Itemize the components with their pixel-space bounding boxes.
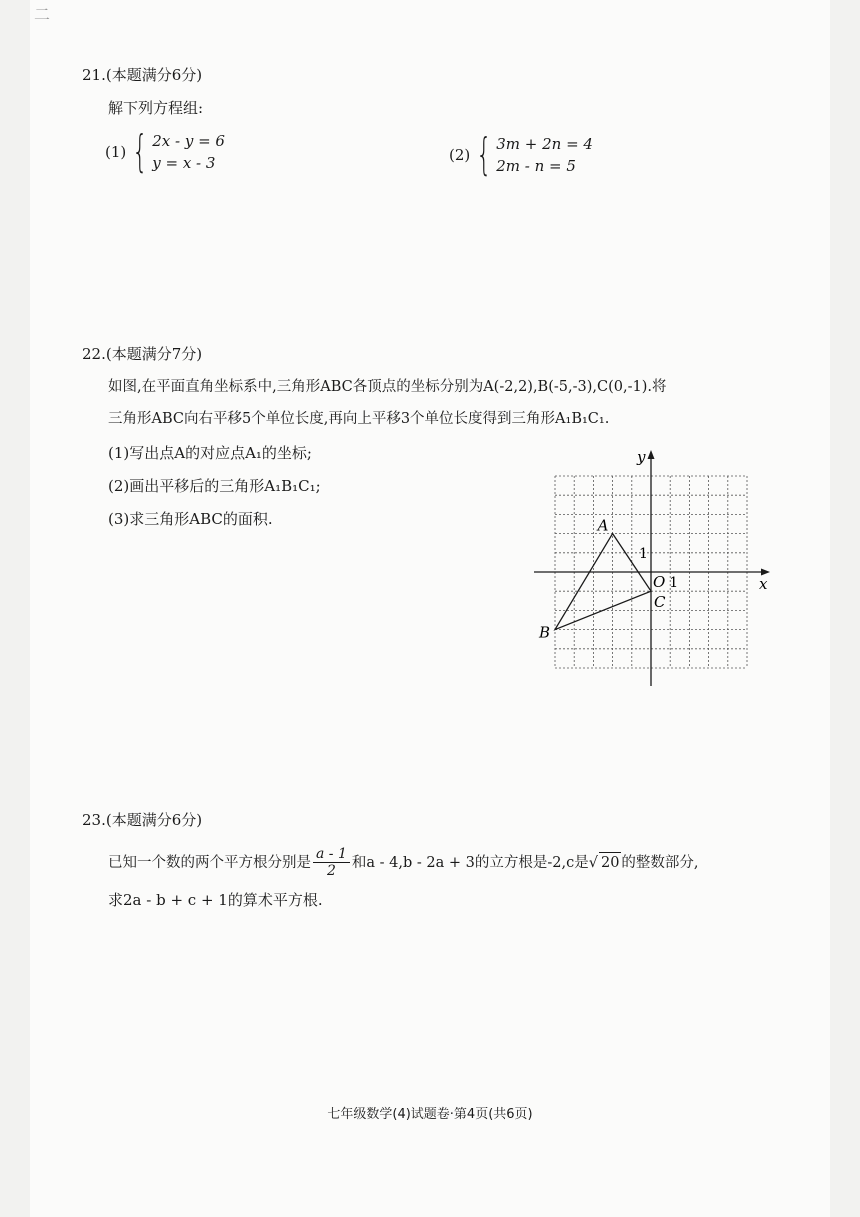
point-b-label: B xyxy=(539,623,551,642)
q23-line2: 求2a - b + c + 1的算术平方根. xyxy=(108,891,323,909)
q21-part1-label: (1) xyxy=(105,143,127,161)
q21-system-1 xyxy=(105,126,225,177)
q22-line1: 如图,在平面直角坐标系中,三角形ABC各顶点的坐标分别为A(-2,2),B(-5,-3),C(0,-1).将 xyxy=(108,379,667,395)
point-a-label: A xyxy=(597,516,609,535)
point-c-label: C xyxy=(654,593,666,612)
y-axis-arrow-icon xyxy=(648,450,655,459)
fraction-denominator: 2 xyxy=(326,863,336,879)
q22-sub1: (1)写出点A的对应点A₁的坐标; xyxy=(108,444,312,462)
q21-system-2 xyxy=(449,129,593,180)
coordinate-grid-figure xyxy=(530,446,780,690)
q23-line1 xyxy=(108,846,699,879)
q22-header: 22.(本题满分7分) xyxy=(82,345,203,363)
q23-text-after: 的整数部分, xyxy=(621,854,699,871)
unit-x-label: 1 xyxy=(669,575,679,591)
q23-text-before: 已知一个数的两个平方根分别是 xyxy=(108,854,311,871)
y-axis-label: y xyxy=(637,448,646,466)
q22-sub2: (2)画出平移后的三角形A₁B₁C₁; xyxy=(108,477,321,495)
q21-part2-eq2: 2m - n = 5 xyxy=(496,157,576,175)
q21-part1-eq2: y = x - 3 xyxy=(152,154,216,172)
fraction-numerator: a - 1 xyxy=(313,846,350,863)
q22-sub3: (3)求三角形ABC的面积. xyxy=(108,510,273,528)
q23-text-middle: 和a - 4,b - 2a + 3的立方根是-2,c是 xyxy=(351,854,589,871)
unit-y-label: 1 xyxy=(639,545,648,562)
x-axis-label: x xyxy=(759,575,768,593)
sqrt-radical-icon: √ xyxy=(588,854,598,871)
q21-header: 21.(本题满分6分) xyxy=(82,66,203,84)
page-footer: 七年级数学(4)试题卷·第4页(共6页) xyxy=(327,1107,533,1122)
triangle-abc xyxy=(555,534,651,630)
sqrt-value: 20 xyxy=(599,852,621,873)
q21-part2-label: (2) xyxy=(449,146,471,164)
left-brace-icon: { xyxy=(132,126,148,177)
q22-line2: 三角形ABC向右平移5个单位长度,再向上平移3个单位长度得到三角形A₁B₁C₁. xyxy=(108,411,610,427)
fraction xyxy=(313,846,350,879)
q21-instruction: 解下列方程组: xyxy=(108,99,204,117)
origin-label: O xyxy=(653,573,666,591)
left-brace-icon: { xyxy=(476,129,492,180)
corner-mark: 二 xyxy=(34,5,51,24)
q21-part1-eq1: 2x - y = 6 xyxy=(152,132,225,150)
q23-header: 23.(本题满分6分) xyxy=(82,811,203,829)
q21-part2-eq1: 3m + 2n = 4 xyxy=(496,135,593,153)
